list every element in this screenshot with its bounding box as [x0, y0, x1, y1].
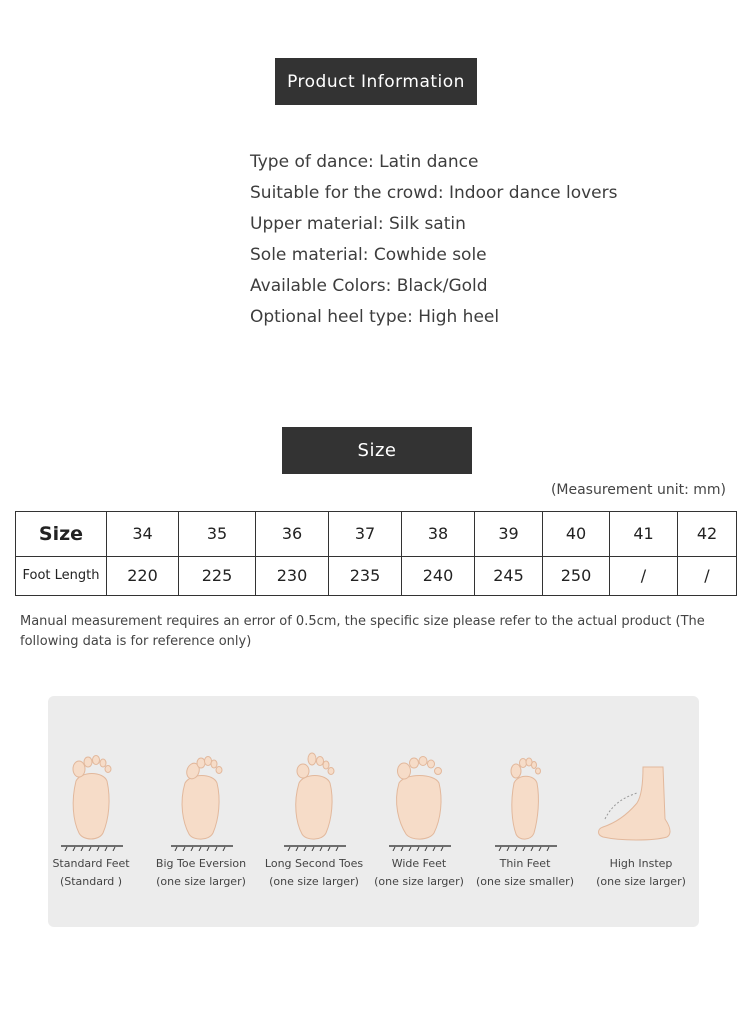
size-cell: 37 [329, 512, 402, 557]
high-instep-foot-icon [591, 741, 691, 851]
size-cell: 42 [678, 512, 737, 557]
size-row [16, 512, 737, 557]
length-cell: 240 [402, 556, 475, 595]
foot-type-name: Long Second Toes [264, 857, 364, 870]
info-heel-type: Optional heel type: High heel [250, 307, 500, 327]
foot-type-name: Big Toe Eversion [155, 857, 247, 870]
size-table [15, 511, 737, 596]
foot-types-panel [48, 696, 699, 927]
size-cell: 35 [179, 512, 256, 557]
length-cell: / [678, 556, 737, 595]
size-header: Size [16, 512, 107, 557]
standard-foot-icon [51, 741, 131, 851]
size-cell: 40 [543, 512, 610, 557]
foot-type-card [586, 741, 696, 888]
long-second-toe-foot-icon [274, 741, 354, 851]
foot-type-advice: (one size smaller) [476, 875, 574, 888]
wide-foot-icon [379, 741, 459, 851]
foot-type-name: Wide Feet [391, 857, 447, 870]
length-cell: 250 [543, 556, 610, 595]
length-cell: / [610, 556, 678, 595]
length-cell: 235 [329, 556, 402, 595]
big-toe-eversion-foot-icon [161, 741, 241, 851]
info-upper-material: Upper material: Silk satin [250, 214, 466, 234]
product-info-list [250, 150, 617, 336]
foot-type-advice: (one size larger) [374, 875, 464, 888]
length-cell: 220 [107, 556, 179, 595]
foot-type-name: High Instep [609, 857, 673, 870]
foot-type-advice: (one size larger) [269, 875, 359, 888]
foot-type-card [364, 741, 474, 888]
product-information-banner [275, 58, 477, 105]
foot-type-name: Standard Feet [52, 857, 130, 870]
length-cell: 225 [179, 556, 256, 595]
foot-type-advice: (Standard ) [59, 875, 123, 888]
info-crowd: Suitable for the crowd: Indoor dance lovers [250, 183, 618, 203]
foot-type-card [36, 741, 146, 888]
size-cell: 39 [475, 512, 543, 557]
foot-type-advice: (one size larger) [156, 875, 246, 888]
product-information-title: Product Information [287, 71, 465, 92]
info-sole-material: Sole material: Cowhide sole [250, 245, 487, 265]
foot-length-row [16, 556, 737, 595]
measurement-unit: (Measurement unit: mm) [550, 482, 726, 498]
size-cell: 38 [402, 512, 475, 557]
foot-type-card [470, 741, 580, 888]
size-cell: 34 [107, 512, 179, 557]
foot-length-header: Foot Length [16, 556, 107, 595]
info-colors: Available Colors: Black/Gold [250, 276, 488, 296]
size-banner [282, 427, 472, 474]
foot-type-name: Thin Feet [499, 857, 551, 870]
foot-type-card [146, 741, 256, 888]
size-title: Size [357, 440, 397, 461]
length-cell: 245 [475, 556, 543, 595]
size-cell: 41 [610, 512, 678, 557]
foot-type-card [259, 741, 369, 888]
measurement-note: Manual measurement requires an error of 0.5cm, the specific size please refer to the actual product (The following data is for reference only) [20, 614, 705, 649]
info-dance-type: Type of dance: Latin dance [250, 152, 479, 172]
size-cell: 36 [256, 512, 329, 557]
thin-foot-icon [485, 741, 565, 851]
length-cell: 230 [256, 556, 329, 595]
foot-type-advice: (one size larger) [596, 875, 686, 888]
